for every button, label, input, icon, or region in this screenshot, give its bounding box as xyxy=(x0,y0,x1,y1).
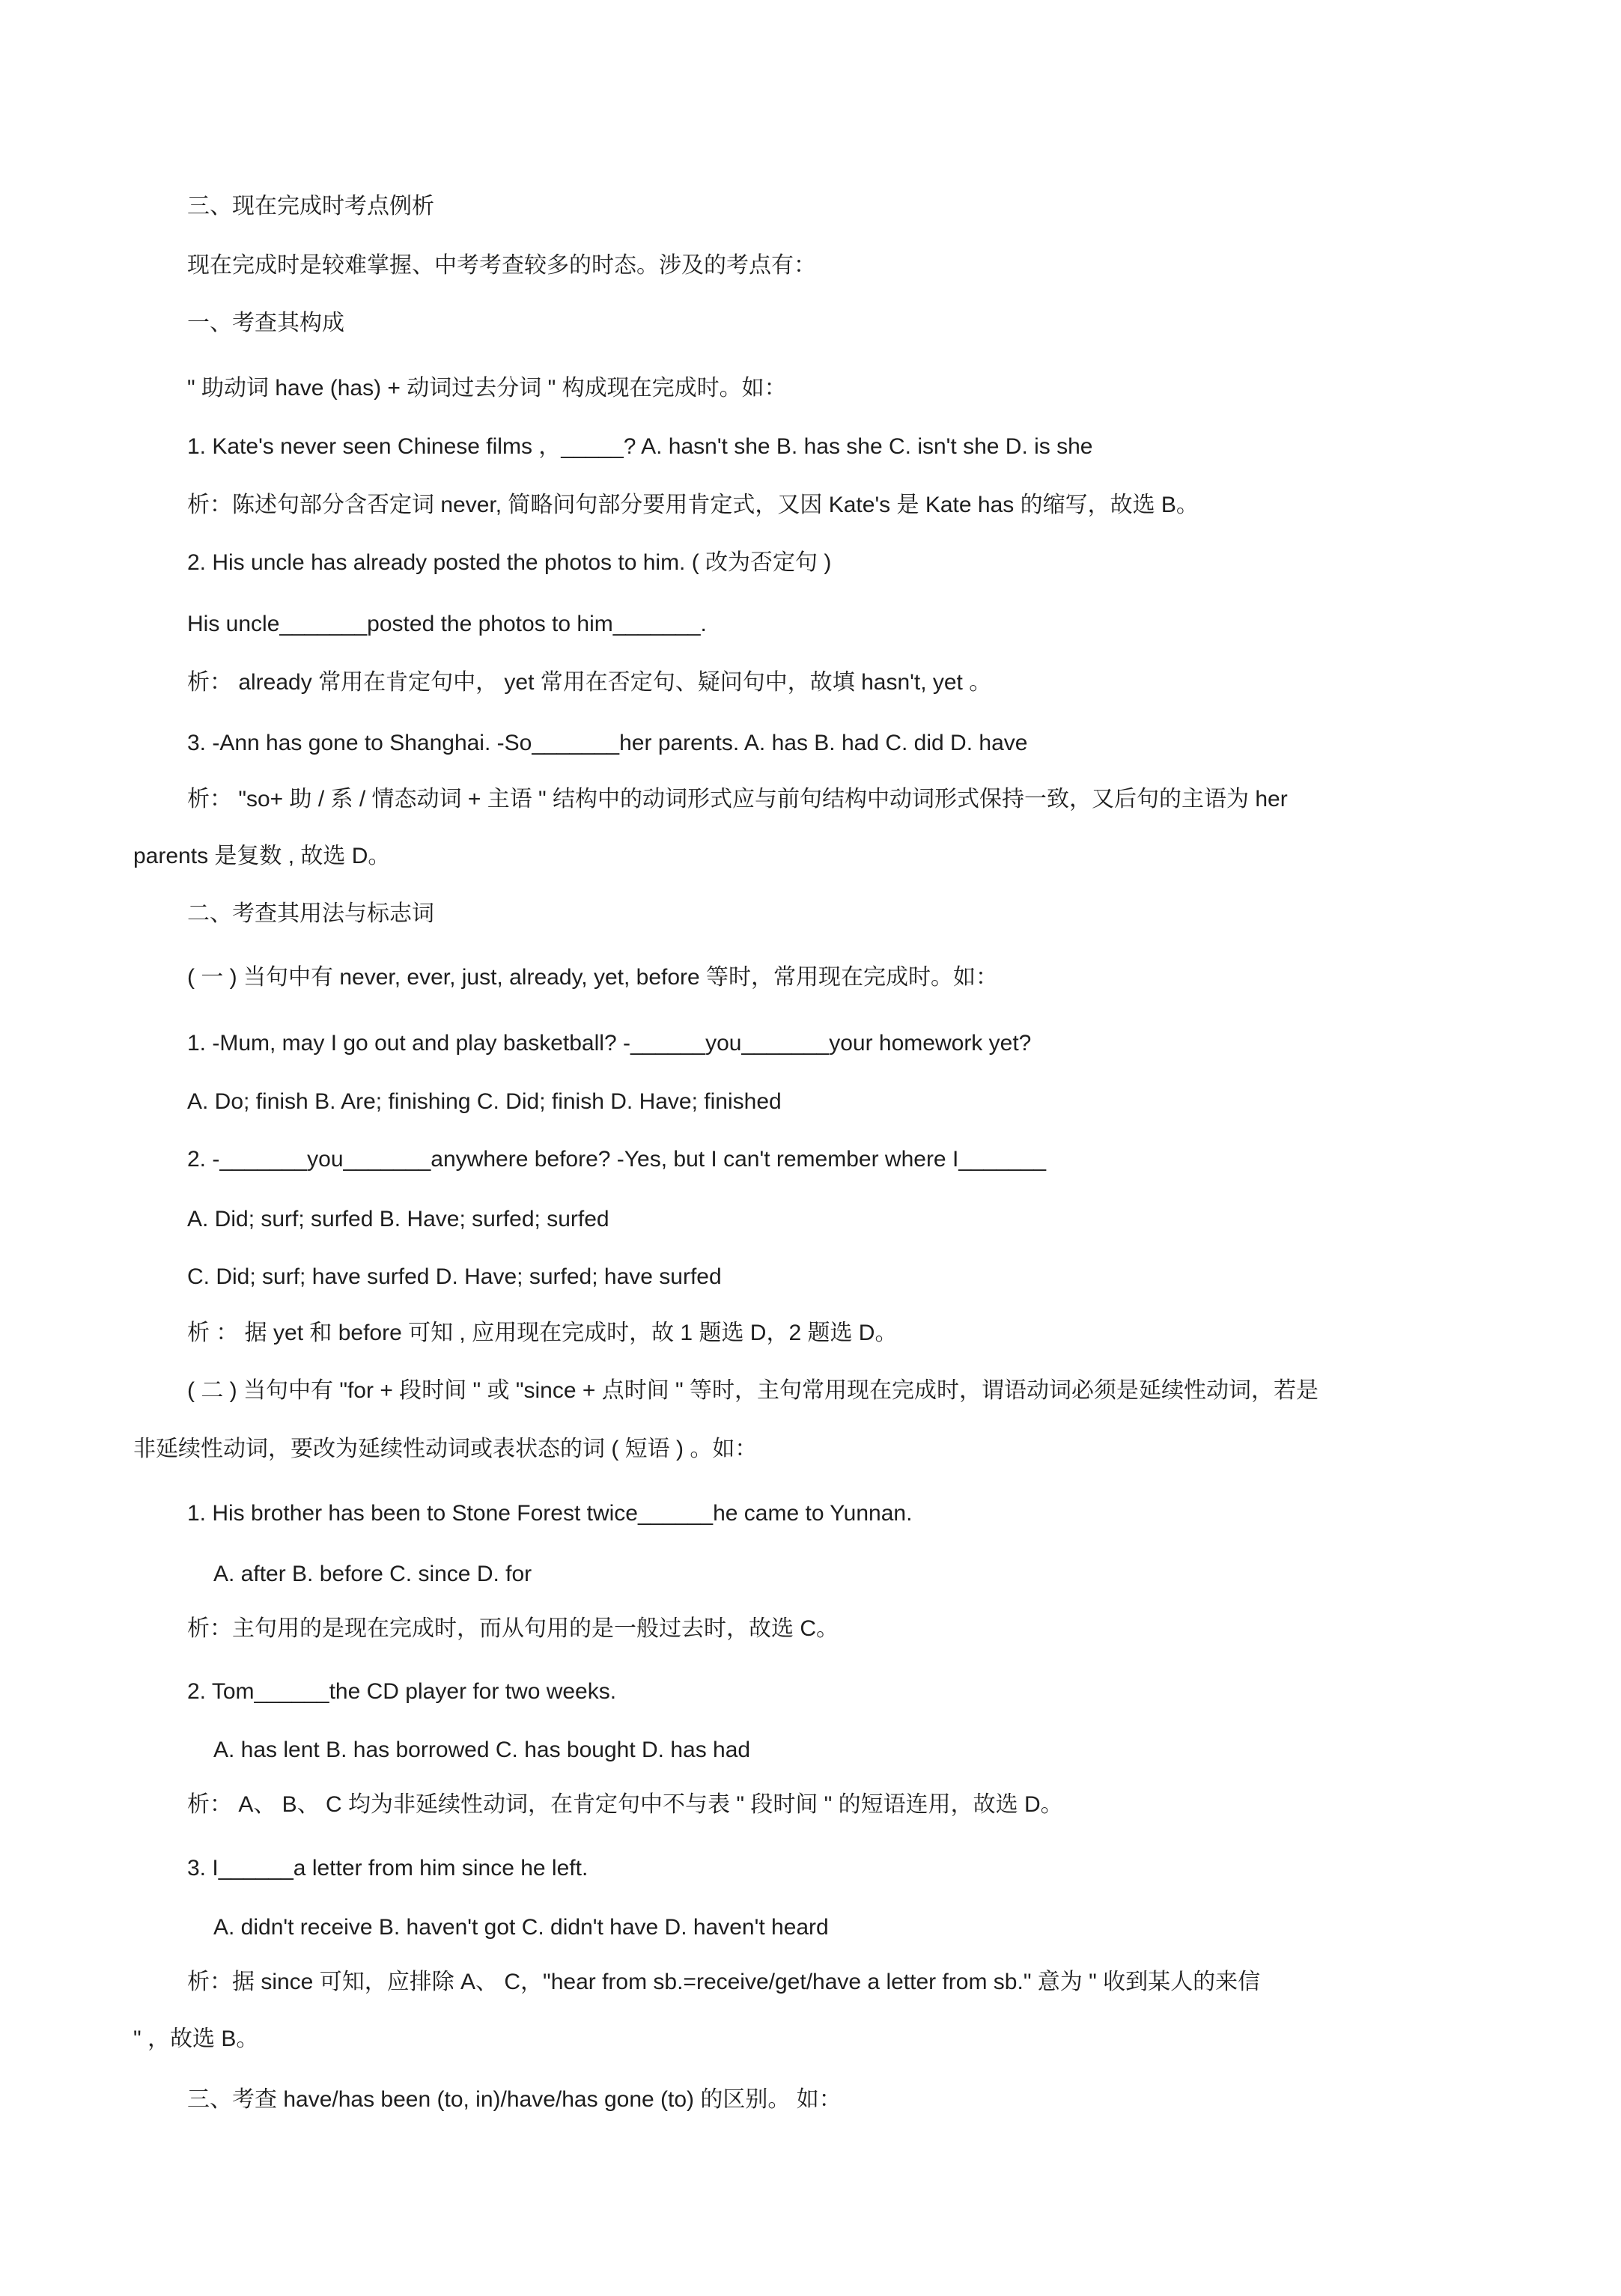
subsection-heading: 三、考查 have/has been (to, in)/have/has gone (to) 的区别。 如： xyxy=(187,2087,842,2112)
answer-options: C. Did; surf; have surfed D. Have; surfed; have surfed xyxy=(187,1264,722,1289)
subsection-heading: 二、考查其用法与标志词 xyxy=(187,901,434,927)
answer-options: A. didn't receive B. haven't got C. didn't have D. haven't heard xyxy=(213,1915,829,1940)
question-text: 1. His brother has been to Stone Forest twice______he came to Yunnan. xyxy=(187,1501,913,1526)
question-text: 1. -Mum, may I go out and play basketball? -______you_______your homework yet? xyxy=(187,1031,1032,1056)
question-text: 2. His uncle has already posted the photos to him. ( 改为否定句 ) xyxy=(187,550,832,575)
question-text: 2. Tom______the CD player for two weeks. xyxy=(187,1679,617,1704)
question-text: 3. I______a letter from him since he left. xyxy=(187,1856,589,1881)
analysis-text: " ，故选 B。 xyxy=(133,2026,259,2051)
intro-paragraph: 现在完成时是较难掌握、中考考查较多的时态。涉及的考点有： xyxy=(187,252,816,278)
analysis-text: 析 ： 据 yet 和 before 可知 , 应用现在完成时，故 1 题选 D，2 题选 D。 xyxy=(187,1321,898,1345)
question-text: His uncle_______posted the photos to him_______. xyxy=(187,612,707,636)
answer-options: A. Did; surf; surfed B. Have; surfed; surfed xyxy=(187,1207,609,1231)
section-heading: 三、现在完成时考点例析 xyxy=(187,193,434,219)
rule-statement: " 助动词 have (has) + 动词过去分词 " 构成现在完成时。如： xyxy=(187,376,787,401)
question-text: 2. -_______you_______anywhere before? -Yes, but I can't remember where I_______ xyxy=(187,1147,1047,1172)
rule-statement: ( 一 ) 当句中有 never, ever, just, already, yet, before 等时，常用现在完成时。如： xyxy=(187,965,999,990)
subsection-heading: 一、考查其构成 xyxy=(187,310,344,336)
question-text: 1. Kate's never seen Chinese films ，_____? A. hasn't she B. has she C. isn't she D. is she xyxy=(187,434,1093,459)
rule-statement: ( 二 ) 当句中有 "for + 段时间 " 或 "since + 点时间 " 等时，主句常用现在完成时，谓语动词必须是延续性动词，若是 xyxy=(187,1378,1319,1403)
analysis-text: 析： A、 B、 C 均为非延续性动词，在肯定句中不与表 " 段时间 " 的短语连用，故选 D。 xyxy=(187,1792,1063,1817)
answer-options: A. Do; finish B. Are; finishing C. Did; finish D. Have; finished xyxy=(187,1089,782,1114)
rule-statement: 非延续性动词，要改为延续性动词或表状态的词 ( 短语 ) 。如： xyxy=(133,1437,758,1461)
analysis-text: 析：据 since 可知，应排除 A、 C，"hear from sb.=receive/get/have a letter from sb." 意为 " 收到某人的来信 xyxy=(187,1970,1261,1994)
answer-options: A. has lent B. has borrowed C. has bought D. has had xyxy=(213,1738,751,1762)
analysis-text: 析： "so+ 助 / 系 / 情态动词 + 主语 " 结构中的动词形式应与前句结构中动词形式保持一致，又后句的主语为 her xyxy=(187,787,1288,811)
analysis-text: 析：陈述句部分含否定词 never, 简略问句部分要用肯定式，又因 Kate's 是 Kate has 的缩写，故选 B。 xyxy=(187,493,1199,517)
question-text: 3. -Ann has gone to Shanghai. -So_______her parents. A. has B. had C. did D. have xyxy=(187,731,1028,755)
analysis-text: 析：主句用的是现在完成时，而从句用的是一般过去时，故选 C。 xyxy=(187,1616,839,1641)
answer-options: A. after B. before C. since D. for xyxy=(213,1562,532,1586)
analysis-text: 析： already 常用在肯定句中， yet 常用在否定句、疑问句中，故填 hasn't, yet 。 xyxy=(187,670,992,695)
analysis-text: parents 是复数 , 故选 D。 xyxy=(133,844,391,868)
